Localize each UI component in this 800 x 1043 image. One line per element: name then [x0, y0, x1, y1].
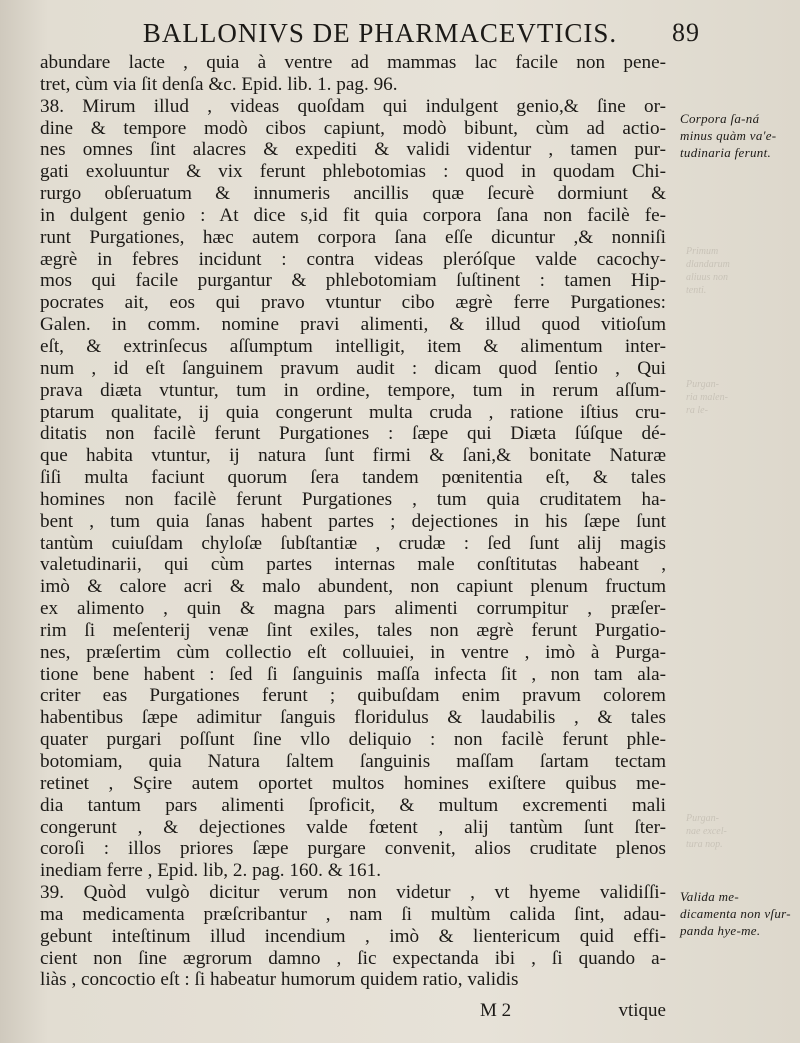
margin-note-valida: Valida me-dicamenta non vſur-panda hye-me.: [680, 889, 791, 938]
bleed-through-text-3: Purgan- nae excel- tura nop.: [686, 813, 727, 850]
page-number: 89: [672, 18, 700, 47]
text-line: retinet , Sçire autem oportet multos homines exiſtere quibus me-: [40, 772, 666, 794]
main-text-block: [40, 52, 666, 991]
text-line: gati exoluuntur & vix ferunt phlebotomias : quod in quodam Chi-: [40, 161, 666, 183]
text-line: tione bene habent : ſed ſi ſanguinis maſſa infecta ſit , non tam ala-: [40, 663, 666, 685]
text-line: inediam ferre , Epid. lib, 2. pag. 160. & 161.: [40, 860, 382, 882]
text-line: nes omnes ſint alacres & expediti & validi videntur , tamen pur-: [40, 139, 666, 161]
bleed-through-text-2: Purgan- ria malen- ra le-: [686, 379, 728, 416]
text-line: 38. Mirum illud , videas quoſdam qui indulgent genio,& ſine or-: [40, 95, 666, 117]
text-line: ægrè in febres incidunt : contra videas pleróſque valde cacochy-: [40, 248, 666, 270]
margin-note-corpora: Corpora ſa-ná minus quàm va'e-tudinaria ferunt.: [680, 111, 777, 160]
bleed-through-text: Primum dlandarum aliuus non tenti.: [686, 246, 730, 296]
text-line: ptarum qualitate, ij quia congerunt multa cruda , ratione iſtius cru-: [40, 401, 666, 423]
text-line: prava diæta vtuntur, tum in ordine, tempore, tum in rerum aſſum-: [40, 379, 666, 401]
text-line: homines non facilè ferunt Purgationes , tum quia cruditatem ha-: [40, 488, 666, 510]
text-line: ſiſi multa faciunt quorum ſera tandem pœnitentia eſt, & tales: [40, 467, 666, 489]
text-line: tret, cùm via ſit denſa &c. Epid. lib. 1. pag. 96.: [40, 73, 398, 95]
text-line: liàs , concoctio eſt : ſi habeatur humorum quidem ratio, validis: [40, 969, 519, 991]
text-line: valetudinarii, qui cùm partes internas male conſtitutas habeant ,: [40, 554, 666, 576]
text-line: habentibus ſæpe adimitur ſanguis floridulus & laudabilis , & tales: [40, 707, 666, 729]
text-line: rurgo obſeruatum & innumeris ancillis quæ ſecurè dormiunt &: [40, 183, 666, 205]
text-line: Galen. in comm. nomine pravi alimenti, & illud quod vitioſum: [40, 314, 666, 336]
text-line: tantùm cuiuſdam chyloſæ ſubſtantiæ , crudæ : ſed ſunt alij magis: [40, 532, 666, 554]
text-line: congerunt , & dejectiones valde fœtent , alij tantùm ſunt ſter-: [40, 816, 666, 838]
text-line: coroſi : illos priores ſæpe purgare convenit, alios cruditate plenos: [40, 838, 666, 860]
text-line: nes, præſertim cùm collectio eſt colluuiei, in ventre , imò à Purga-: [40, 641, 666, 663]
text-line: runt Purgationes, hæc autem corpora ſana eſſe dicuntur ,& nonniſi: [40, 226, 666, 248]
text-line: imò & calore acri & malo abundent, non capiunt plenum fructum: [40, 576, 666, 598]
text-line: dia tantum pars alimenti ſproficit, & multum excrementi mali: [40, 794, 666, 816]
running-title: BALLONIVS DE PHARMACEVTICIS.: [142, 18, 618, 48]
text-line: criter eas Purgationes ferunt ; quibuſdam enim pravum colorem: [40, 685, 666, 707]
text-line: in dulgent genio : At dice s,id fit quia corpora ſana non facilè fe-: [40, 204, 666, 226]
text-line: bent , tum quia ſanas habent partes ; dejectiones in his ſæpe ſunt: [40, 510, 666, 532]
text-line: cient non ſine ægrorum damno , ſic expectanda ibi , ſi quando a-: [40, 947, 666, 969]
text-line: 39. Quòd vulgò dicitur verum non videtur , vt hyeme validiſſi-: [40, 882, 666, 904]
text-line: ditatis non facilè ferunt Purgationes : ſæpe qui Diæta ſúſque dé-: [40, 423, 666, 445]
text-line: gebunt inteſtinum illud incendium , imò & lientericum quid effi-: [40, 925, 666, 947]
text-line: ex alimento , quin & magna pars alimenti corrumpitur , præſer-: [40, 598, 666, 620]
running-header: [70, 18, 700, 49]
text-line: abundare lacte , quia à ventre ad mammas lac facile non pene-: [40, 52, 666, 73]
text-line: quater purgari poſſunt ſine vllo deliquio : non facilè ferunt phle-: [40, 729, 666, 751]
text-line: ma medicamenta præſcribantur , nam ſi multùm calida ſint, adau-: [40, 903, 666, 925]
text-line: dine & tempore modò cibos capiunt, modò bibunt, cùm ad actio-: [40, 117, 666, 139]
signature-mark: M 2: [480, 1000, 512, 1021]
text-line: rim ſi meſenterij venæ ſint exiles, tales non ægrè ferunt Purgatio-: [40, 619, 666, 641]
text-line: eſt, & extrinſecus aſſumptum intelligit, item & alimentum inter-: [40, 335, 666, 357]
text-line: num , id eſt ſanguinem pravum audit : dicam quod ſentio , Qui: [40, 357, 666, 379]
text-line: botomiam, quia Natura ſaltem ſanguinis maſſam ſartam tectam: [40, 751, 666, 772]
text-line: mos qui facile purgantur & phlebotomiam ſuſtinent : tamen Hip-: [40, 270, 666, 292]
text-line: pocrates ait, eos qui pravo vtuntur cibo ægrè ferre Purgationes:: [40, 292, 666, 314]
text-line: que habita vtuntur, ij natura ſunt firmi & ſani,& bonitate Naturæ: [40, 445, 666, 467]
catchword: vtique: [618, 1000, 666, 1021]
